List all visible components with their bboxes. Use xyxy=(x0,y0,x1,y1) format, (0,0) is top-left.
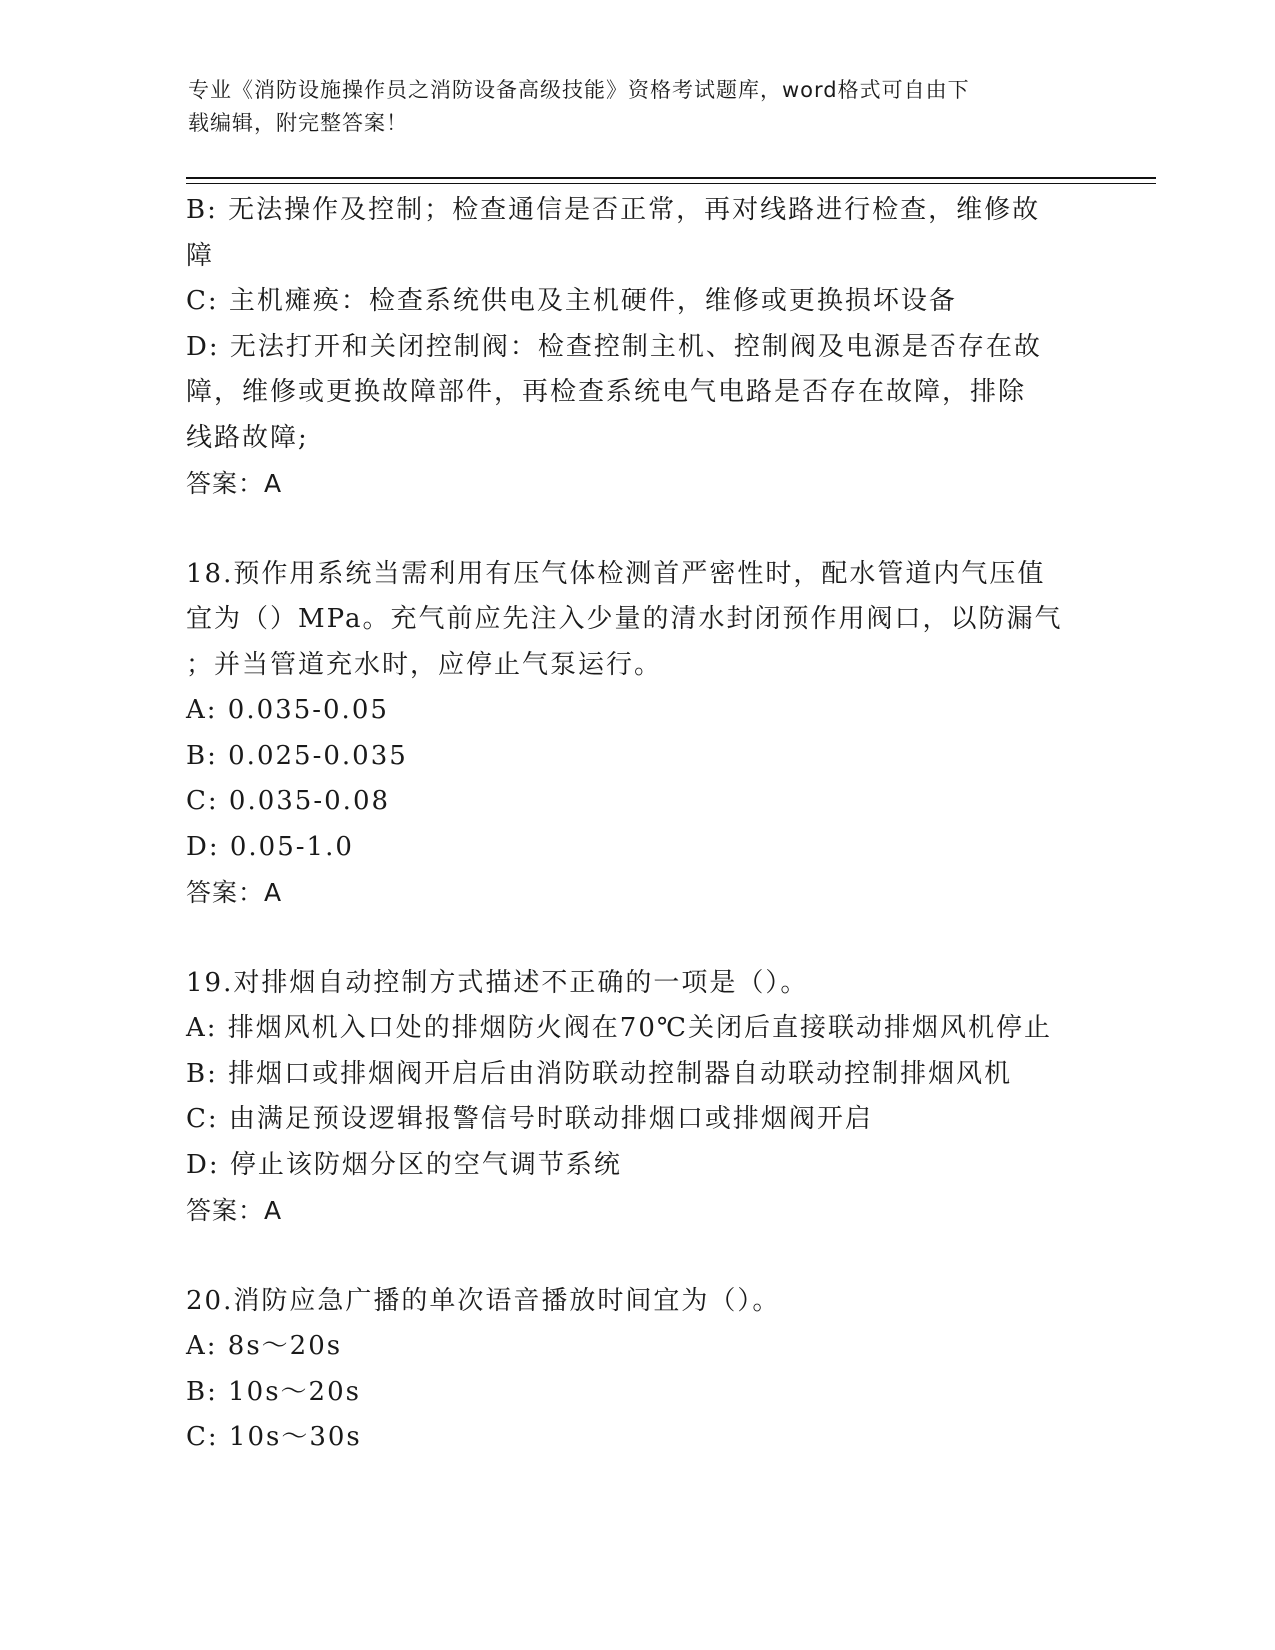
option-a: A: 8s～20s xyxy=(186,1331,343,1361)
answer: 答案：A xyxy=(186,1196,283,1225)
option-b: B: 10s～20s xyxy=(186,1376,361,1407)
option-b: B: 0.025-0.035 xyxy=(186,740,408,771)
option-a: A: 排烟风机入口处的排烟防火阀在70℃关闭后直接联动排烟风机停止 xyxy=(186,1013,1052,1043)
option-b-line-2: 障 xyxy=(186,240,215,271)
spacer xyxy=(186,916,1086,961)
option-d-line-3: 线路故障; xyxy=(186,422,309,453)
document-header xyxy=(188,74,1068,140)
answer: 答案：A xyxy=(186,469,283,498)
header-line-1: 专业《消防设施操作员之消防设备高级技能》资格考试题库，word格式可自由下 xyxy=(188,78,970,102)
question-stem: 19.对排烟自动控制方式描述不正确的一项是（）。 xyxy=(186,967,809,998)
question-stem-line-1: 18.预作用系统当需利用有压气体检测首严密性时，配水管道内气压值 xyxy=(186,558,1046,589)
header-line-2: 载编辑，附完整答案！ xyxy=(188,111,408,135)
header-rule-thin xyxy=(186,183,1156,184)
option-d-line-2: 障，维修或更换故障部件，再检查系统电气电路是否存在故障，排除 xyxy=(186,377,1027,407)
question-19 xyxy=(186,961,1086,1234)
option-a: A: 0.035-0.05 xyxy=(186,695,389,725)
spacer xyxy=(186,1234,1086,1279)
option-d-line-1: D: 无法打开和关闭控制阀：检查控制主机、控制阀及电源是否存在故 xyxy=(186,331,1042,362)
spacer xyxy=(186,507,1086,552)
option-b-line-1: B: 无法操作及控制；检查通信是否正常，再对线路进行检查，维修故 xyxy=(186,195,1041,225)
question-17-tail xyxy=(186,188,1086,507)
option-c: C: 主机瘫痪：检查系统供电及主机硬件，维修或更换损坏设备 xyxy=(186,286,957,316)
option-d: D: 停止该防烟分区的空气调节系统 xyxy=(186,1149,622,1180)
question-stem: 20.消防应急广播的单次语音播放时间宜为（）。 xyxy=(186,1285,781,1316)
option-c: C: 0.035-0.08 xyxy=(186,786,391,816)
answer: 答案：A xyxy=(186,878,283,907)
option-b: B: 排烟口或排烟阀开启后由消防联动控制器自动联动控制排烟风机 xyxy=(186,1058,1013,1089)
option-c: C: 由满足预设逻辑报警信号时联动排烟口或排烟阀开启 xyxy=(186,1104,873,1134)
question-content xyxy=(186,188,1086,1461)
question-stem-line-3: ；并当管道充水时，应停止气泵运行。 xyxy=(186,649,663,680)
option-c: C: 10s～30s xyxy=(186,1422,362,1452)
question-20 xyxy=(186,1279,1086,1461)
header-rule-thick xyxy=(186,177,1156,179)
question-stem-line-2: 宜为（）MPa。充气前应先注入少量的清水封闭预作用阀口，以防漏气 xyxy=(186,604,1063,634)
option-d: D: 0.05-1.0 xyxy=(186,831,354,862)
question-18 xyxy=(186,552,1086,916)
